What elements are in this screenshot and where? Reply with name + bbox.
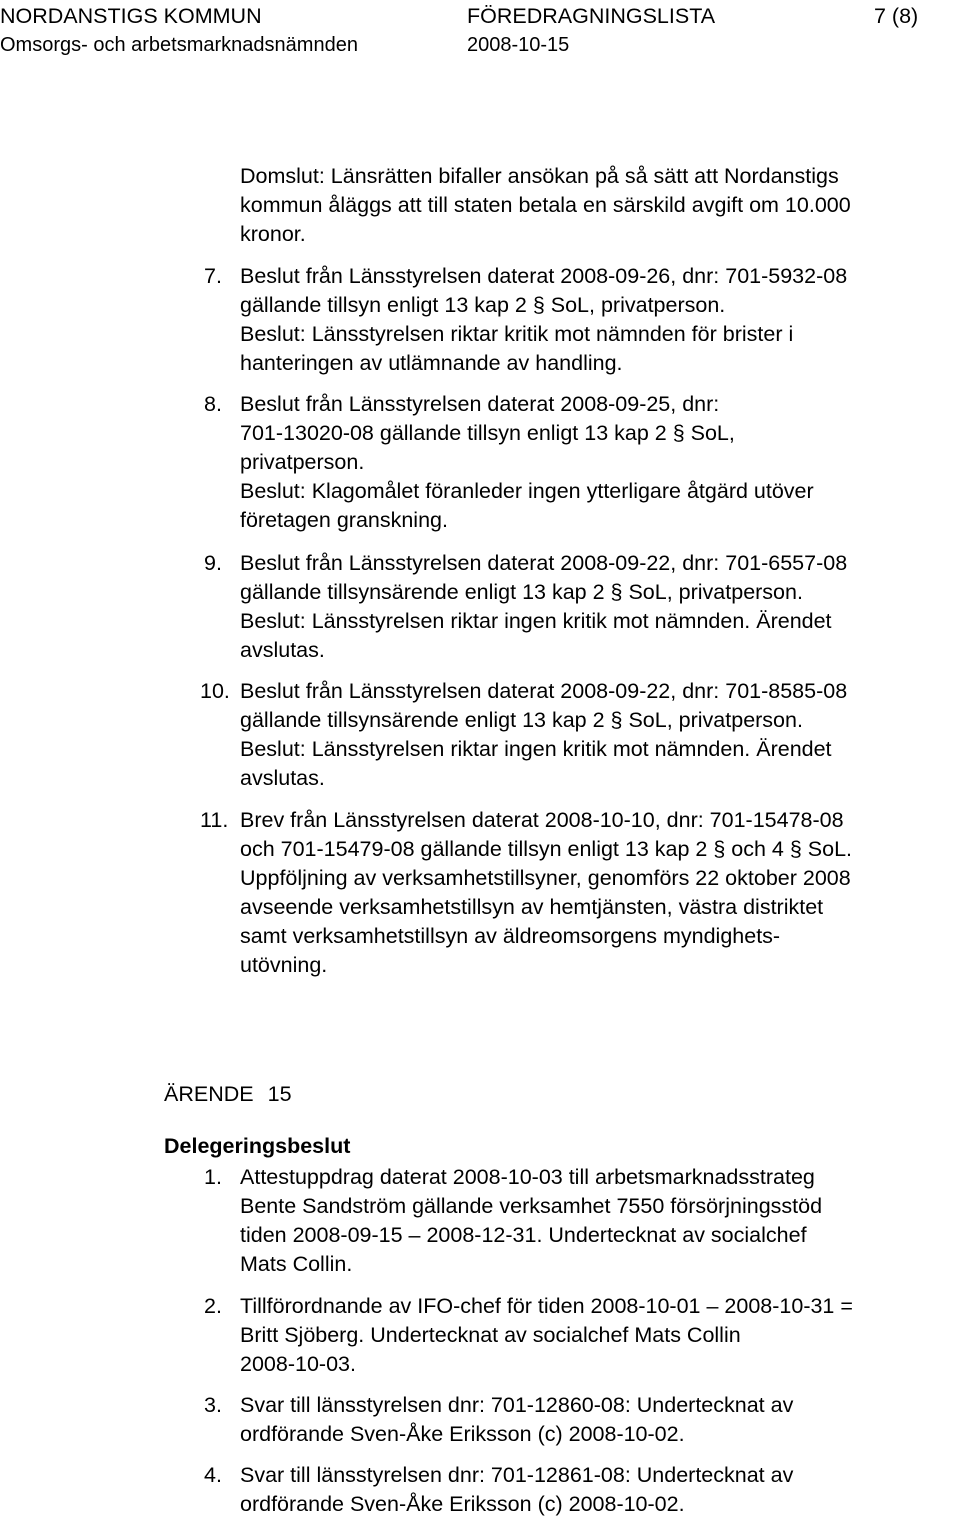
text-line: Tillförordnande av IFO-chef för tiden 2008-10-01 – 2008-10-31 = bbox=[240, 1294, 853, 1318]
item-number: 1. bbox=[204, 1165, 222, 1189]
text-line: Svar till länsstyrelsen dnr: 701-12861-08: Undertecknat av bbox=[240, 1463, 794, 1487]
item-number: 7. bbox=[204, 264, 222, 288]
item-text bbox=[240, 677, 960, 793]
item-text bbox=[240, 1292, 960, 1379]
text-line: 2008-10-03. bbox=[240, 1352, 356, 1376]
text-line: Beslut från Länsstyrelsen daterat 2008-09-22, dnr: 701-6557-08 bbox=[240, 551, 848, 575]
text-line: ordförande Sven-Åke Eriksson (c) 2008-10-02. bbox=[240, 1492, 685, 1516]
text-line: Beslut: Länsstyrelsen riktar ingen kritik mot nämnden. Ärendet bbox=[240, 737, 832, 761]
arende-heading bbox=[164, 1078, 292, 1110]
item-text bbox=[240, 1391, 960, 1449]
item-number: 11. bbox=[200, 808, 229, 832]
item-number: 4. bbox=[204, 1463, 222, 1487]
item-number: 9. bbox=[204, 551, 222, 575]
text-line: avseende verksamhetstillsyn av hemtjänsten, västra distriktet bbox=[240, 895, 824, 919]
text-line: privatperson. bbox=[240, 450, 365, 474]
text-line: utövning. bbox=[240, 953, 328, 977]
item-number: 8. bbox=[204, 392, 222, 416]
item-text bbox=[240, 390, 960, 535]
header-board: Omsorgs- och arbetsmarknadsnämnden bbox=[0, 34, 358, 56]
text-line: och 701-15479-08 gällande tillsyn enligt 13 kap 2 § och 4 § SoL. bbox=[240, 837, 852, 861]
text-line: företagen granskning. bbox=[240, 508, 448, 532]
item-text bbox=[240, 1163, 960, 1279]
item-text bbox=[240, 549, 960, 665]
text-line: Beslut från Länsstyrelsen daterat 2008-09-25, dnr: bbox=[240, 392, 720, 416]
text-line: kommun åläggs att till staten betala en särskild avgift om 10.000 bbox=[240, 193, 851, 217]
text-line: gällande tillsyn enligt 13 kap 2 § SoL, privatperson. bbox=[240, 293, 726, 317]
text-line: Britt Sjöberg. Undertecknat av socialchef Mats Collin bbox=[240, 1323, 741, 1347]
text-line: gällande tillsynsärende enligt 13 kap 2 § SoL, privatperson. bbox=[240, 580, 803, 604]
text-line: hanteringen av utlämnande av handling. bbox=[240, 351, 623, 375]
page-header bbox=[0, 2, 960, 62]
text-line: samt verksamhetstillsyn av äldreomsorgens myndighets- bbox=[240, 924, 781, 948]
arende-label: ÄRENDE bbox=[164, 1082, 254, 1106]
text-line: Beslut från Länsstyrelsen daterat 2008-09-22, dnr: 701-8585-08 bbox=[240, 679, 848, 703]
text-line: Beslut från Länsstyrelsen daterat 2008-09-26, dnr: 701-5932-08 bbox=[240, 264, 848, 288]
text-line: Beslut: Klagomålet föranleder ingen ytterligare åtgärd utöver bbox=[240, 479, 814, 503]
text-line: Beslut: Länsstyrelsen riktar kritik mot nämnden för brister i bbox=[240, 322, 794, 346]
item-number: 10. bbox=[200, 679, 230, 703]
text-line: Svar till länsstyrelsen dnr: 701-12860-08: Undertecknat av bbox=[240, 1393, 794, 1417]
text-line: tiden 2008-09-15 – 2008-12-31. Undertecknat av socialchef bbox=[240, 1223, 807, 1247]
text-line: ordförande Sven-Åke Eriksson (c) 2008-10-02. bbox=[240, 1422, 685, 1446]
text-line: Mats Collin. bbox=[240, 1252, 353, 1276]
text-line: Brev från Länsstyrelsen daterat 2008-10-10, dnr: 701-15478-08 bbox=[240, 808, 844, 832]
intro-paragraph bbox=[240, 162, 960, 249]
section-title: Delegeringsbeslut bbox=[164, 1134, 351, 1158]
header-org: NORDANSTIGS KOMMUN bbox=[0, 4, 262, 28]
header-doc-type: FÖREDRAGNINGSLISTA bbox=[467, 4, 716, 28]
text-line: Domslut: Länsrätten bifaller ansökan på så sätt att Nordanstigs bbox=[240, 164, 839, 188]
header-date: 2008-10-15 bbox=[467, 34, 570, 56]
text-line: Uppföljning av verksamhetstillsyner, genomförs 22 oktober 2008 bbox=[240, 866, 851, 890]
text-line: avslutas. bbox=[240, 766, 325, 790]
header-page-number: 7 (8) bbox=[874, 4, 919, 28]
item-text bbox=[240, 806, 960, 980]
text-line: gällande tillsynsärende enligt 13 kap 2 § SoL, privatperson. bbox=[240, 708, 803, 732]
text-line: Beslut: Länsstyrelsen riktar ingen kritik mot nämnden. Ärendet bbox=[240, 609, 832, 633]
item-number: 3. bbox=[204, 1393, 222, 1417]
item-text bbox=[240, 262, 960, 378]
text-line: kronor. bbox=[240, 222, 306, 246]
text-line: Attestuppdrag daterat 2008-10-03 till arbetsmarknadsstrateg bbox=[240, 1165, 815, 1189]
item-text bbox=[240, 1461, 960, 1519]
arende-number: 15 bbox=[267, 1082, 292, 1106]
text-line: 701-13020-08 gällande tillsyn enligt 13 kap 2 § SoL, bbox=[240, 421, 735, 445]
text-line: avslutas. bbox=[240, 638, 325, 662]
item-number: 2. bbox=[204, 1294, 222, 1318]
text-line: Bente Sandström gällande verksamhet 7550 försörjningsstöd bbox=[240, 1194, 823, 1218]
